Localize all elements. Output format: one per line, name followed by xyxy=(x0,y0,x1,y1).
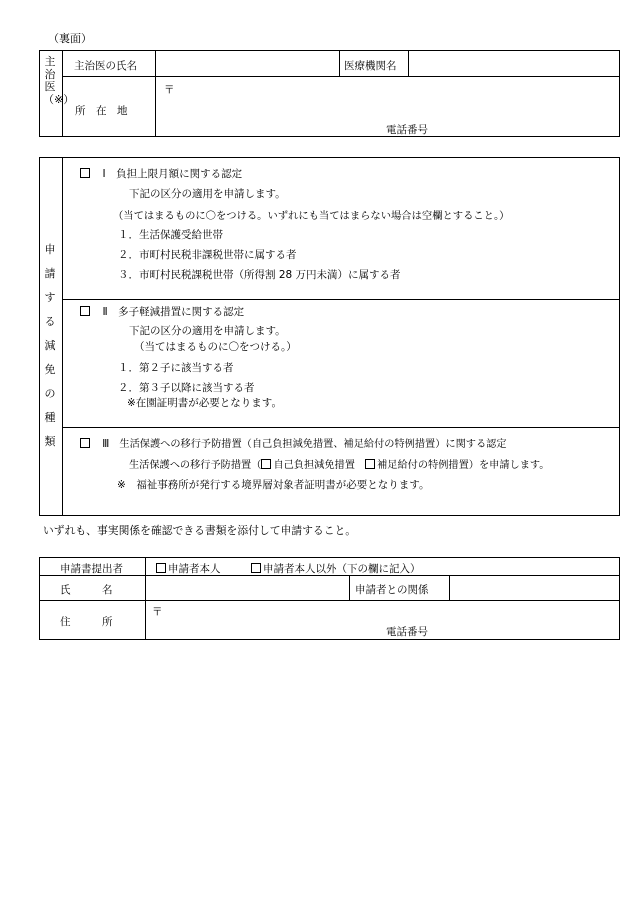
submitter-other-checkbox[interactable] xyxy=(251,563,261,573)
section2-checkbox[interactable] xyxy=(80,306,90,316)
submitter-phone-label: 電話番号 xyxy=(386,626,428,638)
divider xyxy=(408,50,409,76)
section1-line1: 下記の区分の適用を申請します。 xyxy=(129,188,286,200)
submitter-label: 申請書提出者 xyxy=(60,563,123,575)
doctor-side-label: 主治医（※） xyxy=(43,55,75,106)
divider xyxy=(62,299,620,300)
doctor-name-label: 主治医の氏名 xyxy=(74,60,137,72)
section3-line1: 生活保護への移行予防措置（ 自己負担減免措置 補足給付の特例措置）を申請します。 xyxy=(129,460,550,471)
instruction-text: いずれも、事実関係を確認できる書類を添付して申請すること。 xyxy=(43,524,357,537)
doctor-phone-label: 電話番号 xyxy=(386,124,428,136)
relation-label: 申請者との関係 xyxy=(355,584,429,596)
section3-note: ※ 福祉事務所が発行する境界層対象者証明書が必要となります。 xyxy=(117,479,430,491)
divider xyxy=(349,575,350,600)
section3-title: Ⅲ 生活保護への移行予防措置（自己負担減免措置、補足給付の特例措置）に関する認定 xyxy=(80,435,507,450)
page-side-label: （裏面） xyxy=(48,32,92,45)
divider xyxy=(39,600,620,601)
divider xyxy=(339,50,340,76)
section1-title: Ⅰ 負担上限月額に関する認定 xyxy=(80,166,242,181)
section1-note: （当てはまるものに〇をつける。いずれにも当てはまらない場合は空欄とすること。） xyxy=(113,210,510,222)
section1-checkbox[interactable] xyxy=(80,168,90,178)
institution-label: 医療機関名 xyxy=(344,60,397,72)
section1-item: ２．市町村民税非課税世帯に属する者 xyxy=(118,249,297,261)
section2-item: ２．第３子以降に該当する者 xyxy=(118,382,255,394)
submitter-self-checkbox[interactable] xyxy=(156,563,166,573)
section1-item: ３．市町村民税課税世帯（所得割 28 万円未満）に属する者 xyxy=(118,269,401,281)
postal-mark: 〒 xyxy=(164,84,175,96)
section2-line1: 下記の区分の適用を申請します。 xyxy=(129,325,286,337)
submitter-name-label: 氏 名 xyxy=(60,584,113,596)
divider xyxy=(145,557,146,640)
section2-item: １．第２子に該当する者 xyxy=(118,362,234,374)
supplementary-benefit-checkbox[interactable] xyxy=(365,459,375,469)
divider xyxy=(62,76,620,77)
self-burden-checkbox[interactable] xyxy=(261,459,271,469)
reduction-side-label: 申請する減免の種類 xyxy=(44,243,56,448)
divider xyxy=(62,157,63,516)
submitter-self-option[interactable]: 申請者本人 xyxy=(156,561,221,576)
submitter-postal-mark: 〒 xyxy=(152,606,163,618)
section3-checkbox[interactable] xyxy=(80,438,90,448)
submitter-address-label: 住 所 xyxy=(60,616,113,628)
divider xyxy=(449,575,450,600)
submitter-other-option[interactable]: 申請者本人以外（下の欄に記入） xyxy=(251,561,421,576)
section2-title: Ⅱ 多子軽減措置に関する認定 xyxy=(80,304,244,319)
section2-item-note: ※在園証明書が必要となります。 xyxy=(127,397,282,409)
divider xyxy=(155,50,156,137)
section1-item: １．生活保護受給世帯 xyxy=(118,229,223,241)
section2-note: （当てはまるものに〇をつける。） xyxy=(134,341,297,353)
doctor-address-label: 所 在 地 xyxy=(75,105,128,117)
divider xyxy=(62,427,620,428)
